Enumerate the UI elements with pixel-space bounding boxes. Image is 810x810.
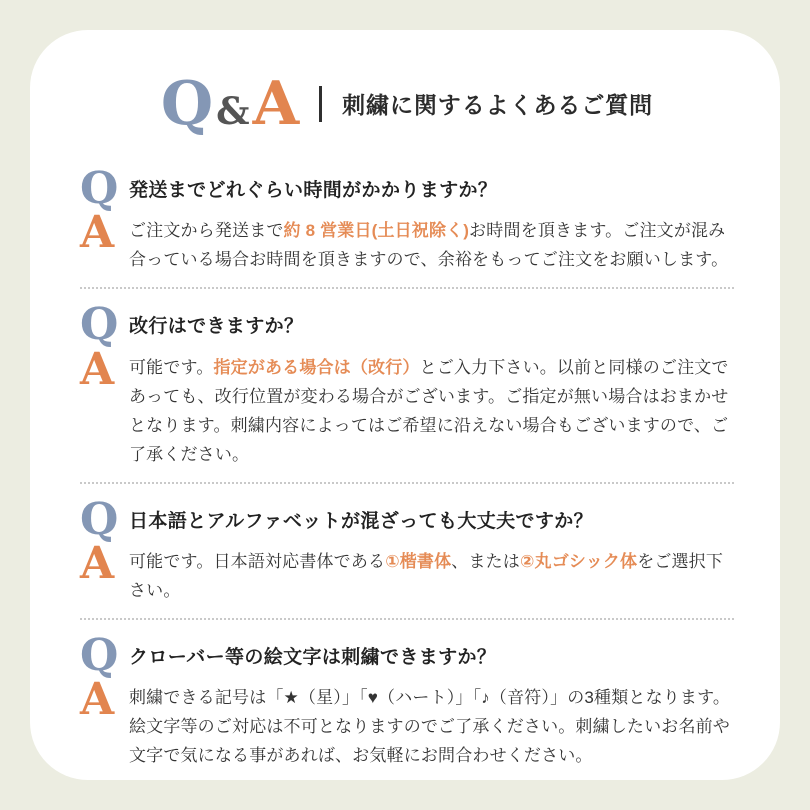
answer-text — [129, 353, 734, 469]
answer-row — [80, 537, 734, 605]
answer-icon: A — [80, 343, 115, 395]
answer-segment: をご選択下さい。 — [129, 551, 724, 600]
answer-text — [129, 547, 734, 605]
qa-logo — [160, 68, 300, 139]
answer-segment: ご注文から発送まで — [129, 221, 284, 241]
answer-segment: 刺繍できる記号は「★（星）」「♥（ハート）」「♪（音符）」の3種類となります。絵文字等のご対応は不可となりますのでご了承ください。刺繍したいお名前や文字で気になる事があれば、お気軽にお問合わせください。 — [129, 688, 731, 766]
answer-icon: A — [80, 674, 115, 726]
qa-section — [80, 299, 734, 483]
question-row — [80, 162, 734, 214]
qa-logo-ampersand: & — [216, 88, 250, 133]
question-icon: Q — [80, 299, 119, 351]
question-icon: Q — [80, 493, 119, 545]
qa-section — [80, 629, 734, 770]
question-text: 改行はできますか？ — [129, 316, 304, 338]
section-divider — [80, 287, 734, 289]
answer-row — [80, 343, 734, 469]
section-divider — [80, 482, 734, 484]
answer-segment: 可能です。日本語対応書体である — [129, 551, 386, 571]
answer-row — [80, 674, 734, 770]
question-text: 日本語とアルファベットが混ざっても大丈夫ですか？ — [129, 510, 593, 532]
answer-emphasis: ①楷書体 — [385, 551, 452, 571]
header-divider-bar — [319, 86, 322, 122]
qa-logo-a: A — [252, 68, 300, 139]
answer-segment: お時間を頂きます。ご注文が混み合っている場合お時間を頂きますので、余裕をもってご注文をお願いします。 — [129, 221, 729, 270]
question-row — [80, 299, 734, 351]
question-icon: Q — [80, 629, 119, 681]
faq-sections — [80, 162, 734, 771]
answer-emphasis: 約 8 営業日(土日祝除く) — [283, 221, 470, 241]
section-divider — [80, 618, 734, 620]
page-title: 刺繍に関するよくあるご質問 — [342, 92, 654, 119]
answer-icon: A — [80, 537, 115, 589]
answer-text — [129, 216, 734, 274]
answer-segment: とご入力下さい。以前と同様のご注文であっても、改行位置が変わる場合がございます。ご指定が無い場合はおまかせとなります。刺繍内容によってはご希望に沿えない場合もございますので、ご了承ください。 — [129, 357, 729, 464]
faq-card — [30, 30, 780, 780]
answer-icon: A — [80, 207, 115, 259]
answer-emphasis: 指定がある場合は（改行） — [213, 357, 420, 377]
answer-row — [80, 207, 734, 274]
answer-text — [129, 683, 734, 770]
faq-header — [80, 68, 734, 139]
question-row — [80, 629, 734, 681]
question-icon: Q — [80, 162, 119, 214]
qa-section — [80, 162, 734, 289]
question-text: 発送までどれぐらい時間がかかりますか？ — [129, 180, 498, 201]
question-row — [80, 493, 734, 545]
answer-segment: 、または — [451, 551, 520, 571]
answer-emphasis: ②丸ゴシック体 — [519, 551, 638, 571]
question-text: クローバー等の絵文字は刺繍できますか？ — [129, 647, 497, 669]
qa-logo-q: Q — [160, 68, 214, 139]
answer-segment: 可能です。 — [129, 357, 214, 377]
qa-section — [80, 493, 734, 620]
